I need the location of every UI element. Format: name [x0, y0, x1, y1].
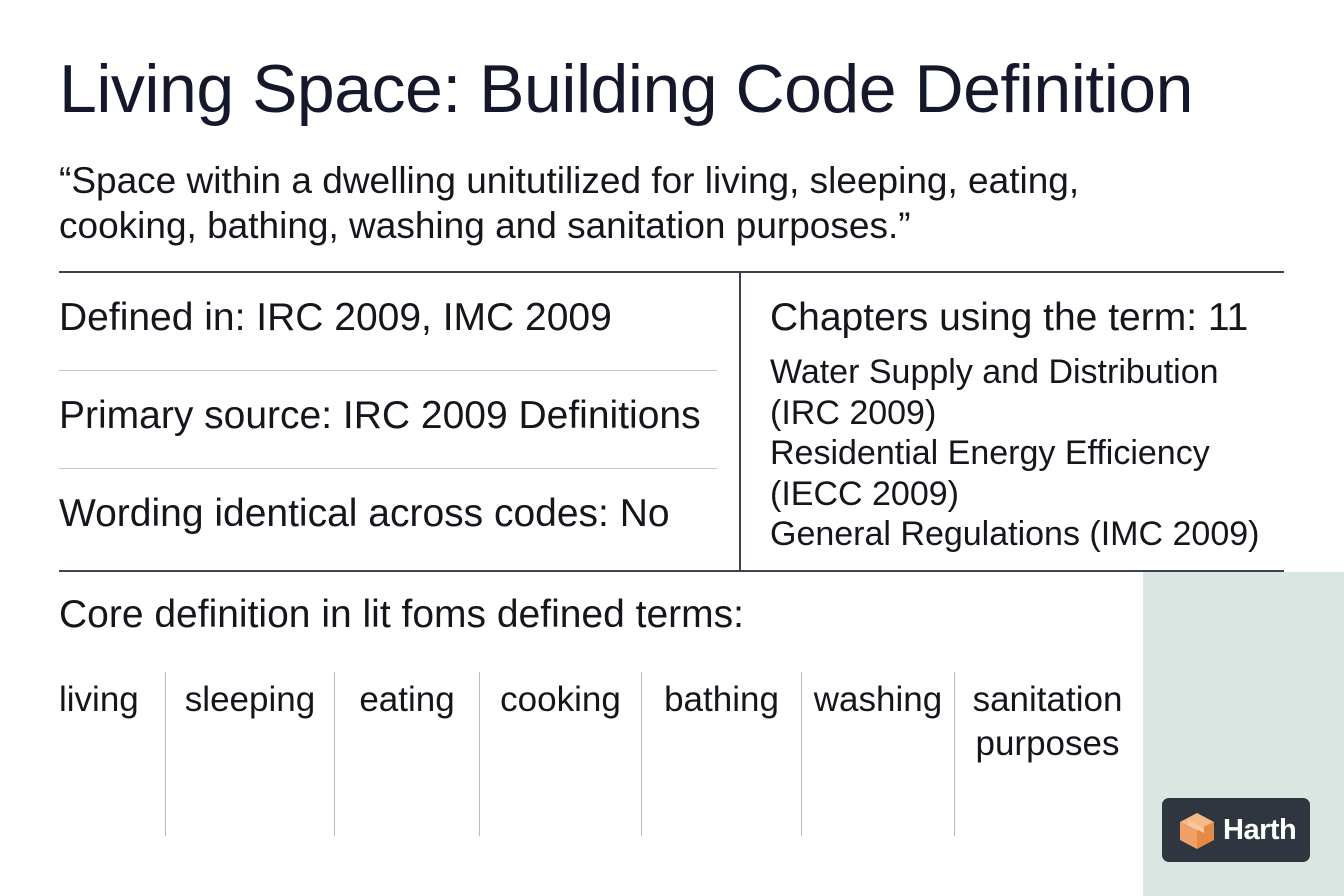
term-cell: sanitation purposes — [954, 672, 1140, 836]
brand-name: Harth — [1223, 813, 1297, 846]
table-column-divider — [739, 272, 741, 571]
table-bottom-rule — [59, 570, 1284, 572]
chapters-list — [770, 352, 1290, 555]
term-cell: sleeping — [165, 672, 334, 836]
term-cell: bathing — [641, 672, 801, 836]
box-icon — [1176, 809, 1218, 851]
chapter-item: Water Supply and Distribution (IRC 2009) — [770, 353, 1219, 432]
chapter-item: General Regulations (IMC 2009) — [770, 515, 1260, 553]
table-top-rule — [59, 271, 1284, 273]
term-cell: living — [59, 680, 139, 719]
core-definition-label: Core definition in lit foms defined terms: — [59, 593, 744, 636]
chapters-heading: Chapters using the term: 11 — [770, 296, 1249, 339]
term-cell: eating — [334, 672, 479, 836]
page-title: Living Space: Building Code Definition — [59, 51, 1193, 127]
row-divider — [59, 468, 717, 469]
row-divider — [59, 370, 717, 371]
terms-row — [59, 672, 1140, 836]
definition-quote: “Space within a dwelling unitutilized for living, sleeping, eating, cooking, bathing, washing and sanitation purposes.” — [59, 160, 1080, 246]
chapter-item: Residential Energy Efficiency (IECC 2009) — [770, 434, 1210, 513]
brand-logo — [1162, 798, 1310, 862]
fact-primary-source: Primary source: IRC 2009 Definitions — [59, 394, 701, 437]
term-cell: washing — [801, 672, 954, 836]
term-cell: cooking — [479, 672, 641, 836]
fact-wording-identical: Wording identical across codes: No — [59, 492, 670, 535]
fact-defined-in: Defined in: IRC 2009, IMC 2009 — [59, 296, 612, 339]
